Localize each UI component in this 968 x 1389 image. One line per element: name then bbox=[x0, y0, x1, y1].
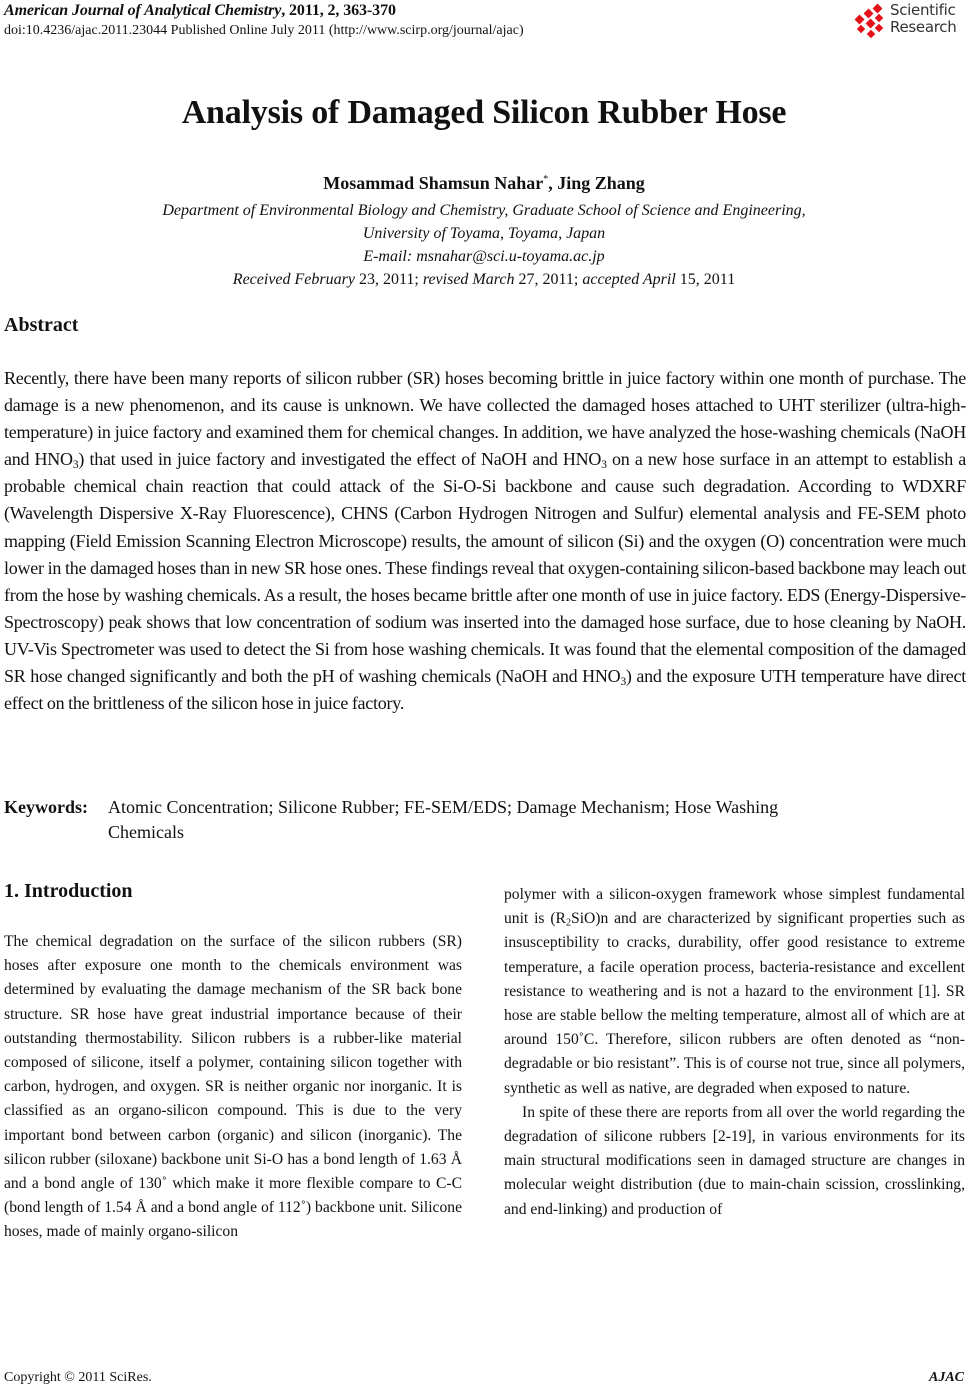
affiliation-line: University of Toyama, Toyama, Japan bbox=[362, 225, 606, 242]
keywords-label: Keywords: bbox=[4, 797, 88, 817]
email-link[interactable]: : msnahar@sci.u-toyama.ac.jp bbox=[406, 248, 605, 265]
paragraph: The chemical degradation on the surface of the silicon rubbers (SR) hoses after exposure one month to the chemicals environment was determined by evaluating the damage mechanism of the SR back bone structure. SR hose have great industrial importance because of their outstanding thermostability. Silicon rubbers is a rubber-like material composed of silicone, itself a polymer, containing silicon together with carbon, hydrogen, and oxygen. SR is neither organic nor inorganic. It is classified as an organo-silicon compound. This is due to the very important bond between carbon (organic) and silicon (inorganic). The silicon rubber (siloxane) backbone unit Si-O has a bond length of 1.63 Å and a bond angle of 130˚ which make it more flexible compare to C-C (bond length of 1.54 Å and a bond angle of 112˚) backbone unit. Silicone hoses, made of mainly organo-silicon bbox=[4, 933, 462, 1241]
keywords-list-continued: Chemicals bbox=[108, 822, 184, 842]
text-column-left bbox=[4, 930, 462, 1245]
paragraph: In spite of these there are reports from all over the world regarding the degradation of silicone rubbers [2-19], in various environments for its main structural modifications seen in damaged structure are changes in molecular weight distribution (due to main-chain scission, crosslinking, and end-linking) and production of bbox=[504, 1103, 965, 1218]
text-column-right bbox=[504, 883, 965, 1222]
affiliation-line: Department of Environmental Biology and Chemistry, Graduate School of Science and Engineering, bbox=[162, 202, 806, 219]
copyright-notice: Copyright © 2011 SciRes. bbox=[4, 1370, 152, 1385]
journal-abbreviation: AJAC bbox=[928, 1370, 964, 1385]
author-list bbox=[0, 173, 968, 194]
keywords bbox=[4, 795, 964, 845]
journal-name: American Journal of Analytical Chemistry bbox=[4, 2, 282, 19]
author-name: Mosammad Shamsun Nahar bbox=[323, 173, 544, 193]
author-name: , Jing Zhang bbox=[548, 173, 645, 193]
keywords-list: Atomic Concentration; Silicone Rubber; FE-SEM/EDS; Damage Mechanism; Hose Washing bbox=[108, 797, 779, 817]
journal-citation bbox=[4, 2, 396, 20]
doi-line: doi:10.4236/ajac.2011.23044 Published Online July 2011 (http://www.scirp.org/journal/ajac) bbox=[4, 23, 524, 38]
publisher-logo bbox=[848, 2, 968, 42]
paper-title: Analysis of Damaged Silicon Rubber Hose bbox=[181, 94, 787, 131]
abstract-body: Recently, there have been many reports of silicon rubber (SR) hoses becoming brittle in juice factory within one month of purchase. The damage is a new phenomenon, and its cause is unknown. We have collected the damaged hoses attached to UHT sterilizer (ultra-high-temperature) in juice factory and examined them for chemical changes. In addition, we have analyzed the hose-washing chemicals (NaOH and $HNO_3$) that used in juice factory and investigated the effect of NaOH and $HNO_3$ on a new hose surface in an attempt to establish a probable chemical chain reaction that could attack of the Si-O-Si backbone and cause such degradation. According to WDXRF (Wavelength Dispersive X-Ray Fluorescence), CHNS (Carbon Hydrogen Nitrogen and Sulfur) elemental analysis and FE-SEM photo mapping (Field Emission Scanning Electron Microscope) results, the amount of silicon (Si) and the oxygen (O) concentration were much lower in the damaged hoses than in new SR hose ones. These findings reveal that oxygen-containing silicon-based backbone may leach out from the hose by washing chemicals. As a result, the hoses became brittle after one month of use in juice factory. EDS (Energy-Dispersive-Spectroscopy) peak shows that low concentration of sodium was inserted into the damaged hose surface, due to hose cleaning by NaOH. UV-Vis Spectrometer was used to detect the Si from hose washing chemicals. It was found that the elemental composition of the damaged SR hose changed significantly and both the pH of washing chemicals (NaOH and $HNO_3$) and the exposure UTH temperature have direct effect on the brittleness of the silicon hose in juice factory. bbox=[4, 368, 966, 714]
paragraph: polymer with a silicon-oxygen framework whose simplest fundamental unit is $(R_2SiO)n$ and are characterized by significant properties such as insusceptibility to cracks, durability, offer good resistance to extreme temperature, a facile operation process, bacteria-resistance and excellent resistance to weathering and is not a hazard to the environment [1]. SR hose are stable bellow the melting temperature, almost all of which are at around 150˚C. Therefore, silicon rubbers are often denoted as “non-degradable or bio resistant”. This is of course not true, since all polymers, synthetic as well as native, are degraded when exposed to nature. bbox=[504, 886, 965, 1097]
dates-line: Received February 23, 2011; revised March 27, 2011; accepted April 15, 2011 bbox=[232, 271, 736, 288]
section-heading-introduction: 1. Introduction bbox=[4, 880, 133, 902]
journal-volume: , 2011, 2, 363-370 bbox=[281, 2, 396, 19]
publisher-name: Scientific Research bbox=[890, 1, 957, 36]
abstract-heading: Abstract bbox=[4, 314, 79, 336]
corresponding-author-mark: * bbox=[543, 174, 549, 185]
diamond-cluster-icon bbox=[848, 4, 888, 42]
email-line: E-mail: msnahar@sci.u-toyama.ac.jp bbox=[363, 248, 605, 265]
